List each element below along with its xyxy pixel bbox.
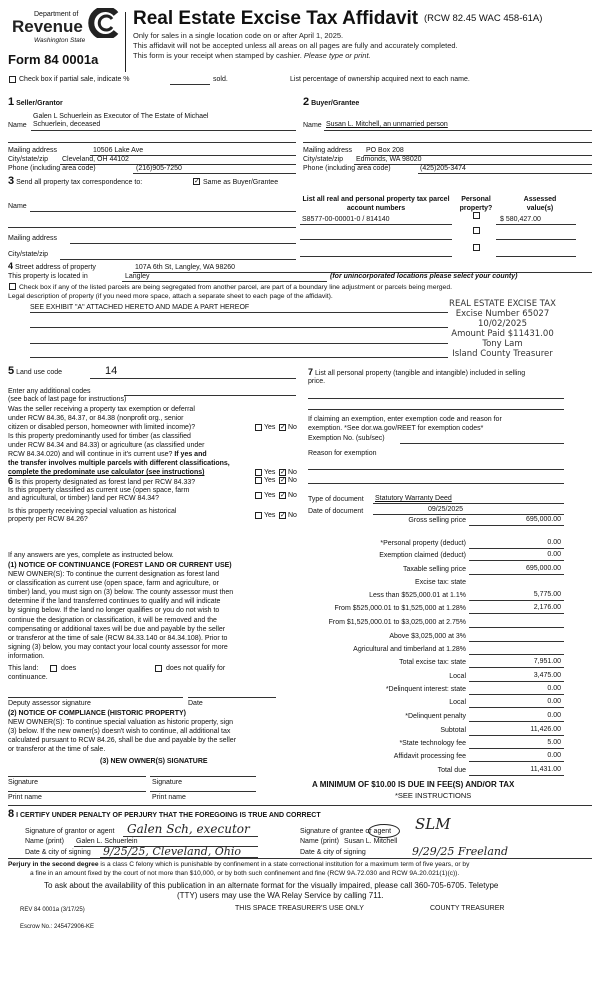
page-title: Real Estate Excise Tax Affidavit — [133, 8, 419, 29]
yes-label: Yes — [264, 469, 276, 476]
this-land-label: This land: — [8, 665, 39, 672]
tax-row-label: Taxable selling price — [402, 566, 466, 573]
reason-field-2[interactable] — [308, 483, 564, 484]
land-use-line — [90, 378, 296, 379]
tax-row-label: Local — [449, 699, 466, 706]
parcel-line — [300, 256, 452, 257]
section-number: 2 — [303, 96, 310, 108]
forest-question-text: Is this property designated as forest land per RCW 84.33? — [14, 479, 196, 486]
grantee-name-value[interactable]: Susan L. Mitchell — [344, 838, 398, 845]
notice-2-line: (3) below. If the new owner(s) doesn't wish to continue, all additional tax — [8, 728, 231, 736]
no-label: No — [288, 512, 297, 519]
revision-label: REV 84 0001a (3/17/25) — [20, 907, 85, 913]
tax-row-value[interactable]: 5,775.00 — [469, 591, 564, 601]
parcel-line — [300, 239, 452, 240]
no-label: No — [288, 424, 297, 431]
located-value[interactable]: Langley — [125, 273, 150, 280]
legal-line-1 — [30, 312, 448, 313]
tax-row-label: Subtotal — [440, 727, 466, 734]
tax-row-value[interactable]: 2,176.00 — [469, 604, 564, 614]
notice-1-line: determine if the land transferred continues to qualify and will indicate — [8, 598, 221, 606]
tax-row-label: *Delinquent penalty — [405, 713, 466, 720]
notice-2-line: NEW OWNER(S): To continue special valuation as historic property, sign — [8, 719, 233, 726]
exemption-no-field[interactable] — [400, 443, 564, 444]
same-as-buyer-checkbox[interactable]: ✓ — [194, 178, 200, 185]
notice-1-line: or classification as current use (open space, farm and agriculture, or — [8, 580, 219, 588]
additional-codes-note: (see back of last page for instructions) — [8, 396, 127, 403]
tax-row-value[interactable] — [469, 632, 564, 642]
buyer-phone-line — [418, 173, 592, 174]
see-instructions-note: *SEE INSTRUCTIONS — [395, 791, 472, 800]
seller-heading — [8, 98, 63, 108]
doc-date-value[interactable]: 09/25/2025 — [428, 506, 464, 513]
timber-bold-3: complete the predominate use calculator (see instructions) — [8, 469, 205, 476]
stamp-line: Excise Number 65027 — [455, 309, 550, 319]
answers-instruction: If any answers are yes, complete as instructed below. — [8, 552, 174, 559]
tax-row-label: Gross selling price — [408, 517, 466, 524]
header-divider — [125, 12, 126, 72]
seller-city-value[interactable]: Cleveland, OH 44102 — [62, 156, 129, 163]
current-use-q-2: and agricultural, or timber) land per RCW 84.34? — [8, 495, 159, 502]
buyer-name-line — [324, 130, 592, 131]
tax-row-value[interactable]: 0.00 — [469, 551, 564, 561]
does-qualify-checkbox[interactable] — [50, 665, 57, 672]
no-checkbox[interactable]: ✓ — [280, 492, 286, 499]
notice-2-line: calculated pursuant to RCW 84.26, shall be due and payable by the seller — [8, 737, 237, 745]
corr-mailing-field[interactable] — [70, 243, 296, 244]
logo-state: Washington State — [34, 37, 86, 44]
reason-field-1[interactable] — [308, 469, 564, 470]
grantee-name-label: Name (print) — [300, 838, 339, 845]
personal-property-checkbox[interactable] — [473, 227, 480, 234]
doc-type-value[interactable]: Statutory Warranty Deed — [375, 495, 452, 502]
legal-line-3 — [30, 343, 448, 344]
correspondence-heading — [8, 177, 142, 187]
historic-q-1: Is this property receiving special valuation as historical — [8, 508, 177, 515]
tax-row-value[interactable]: 3,475.00 — [469, 672, 564, 682]
seller-name-value[interactable]: Schuerlein, deceased — [33, 121, 101, 128]
street-value[interactable]: 107A 6th St, Langley, WA 98260 — [135, 264, 236, 271]
section-number: 1 — [8, 96, 15, 108]
assessed-line — [496, 239, 576, 240]
no-checkbox[interactable]: ✓ — [280, 469, 286, 476]
personal-property-field-1[interactable] — [308, 398, 564, 399]
seller-name-line-2 — [8, 142, 296, 143]
tax-row-value[interactable] — [469, 618, 564, 628]
exemption-no-label: Exemption No. (sub/sec) — [308, 435, 385, 442]
exemption-question-1: Was the seller receiving a property tax exemption or deferral — [8, 406, 195, 413]
land-use-code[interactable]: 14 — [105, 365, 118, 377]
street-label — [8, 262, 96, 272]
tax-row-label: *State technology fee — [399, 740, 466, 747]
personal-property-label-2: price. — [308, 378, 326, 385]
personal-property-field-2[interactable] — [308, 409, 564, 410]
wa-swoosh-icon — [86, 8, 120, 38]
seller-name-line1: Galen L Schuerlein as Executor of The Estate of Michael — [33, 113, 209, 120]
notice-2-title: (2) NOTICE OF COMPLIANCE (HISTORIC PROPERTY) — [8, 710, 186, 717]
tax-row-label: Total due — [437, 767, 466, 774]
section-divider — [8, 805, 592, 806]
owner-print-field-2[interactable] — [150, 791, 256, 792]
located-note: (for unincorporated locations please select your county) — [330, 273, 518, 280]
tax-row-value[interactable]: 0.00 — [469, 752, 564, 762]
partial-sale-label: Check box if partial sale, indicate % — [19, 76, 130, 83]
stamp-line: Amount Paid $11431.00 — [451, 329, 554, 339]
tax-row-value[interactable] — [469, 645, 564, 655]
tax-row-label: Agricultural and timberland at 1.28% — [353, 646, 466, 653]
signature-label-1: Signature — [8, 779, 38, 786]
yes-checkbox[interactable] — [255, 492, 262, 499]
does-label: does — [61, 665, 77, 672]
stamp-line: Island County Treasurer — [452, 349, 553, 359]
timber-question-1: Is this property predominantly used for timber (as classified — [8, 433, 191, 440]
owner-signature-field-2[interactable] — [150, 776, 256, 777]
dor-logo — [12, 8, 120, 48]
tax-row-label: Less than $525,000.01 at 1.1% — [369, 592, 466, 599]
accessibility-line-2: (TTY) users may use the WA Relay Service by calling 711. — [177, 891, 384, 900]
grantor-date-label: Date & city of signing — [25, 849, 91, 856]
same-as-buyer-label: Same as Buyer/Grantee — [203, 179, 279, 186]
signature-label-2: Signature — [152, 779, 182, 786]
legal-line-2 — [30, 327, 448, 328]
print-name-label-1: Print name — [8, 794, 42, 801]
tax-row-label: Above $3,025,000 at 3% — [389, 633, 466, 640]
does-not-qualify-checkbox[interactable] — [155, 665, 162, 672]
yes-label: Yes — [264, 424, 276, 431]
tax-row-label: From $525,000.01 to $1,525,000 at 1.28% — [334, 605, 466, 612]
tax-row-value[interactable]: 0.00 — [469, 685, 564, 695]
notice-1-line: by signing below. If the land no longer qualifies or you do not wish to — [8, 607, 220, 615]
doc-type-line — [373, 503, 564, 504]
no-label: No — [288, 492, 297, 499]
tax-row-value[interactable]: 7,951.00 — [469, 658, 564, 668]
tax-row-value[interactable]: 0.00 — [469, 712, 564, 722]
perjury-line-2: a fine in an amount fixed by the court of not more than $10,000, or by both such confinement and fine (RCW 9A.72.030 and RCW 9A.20.021(1)(c)). — [30, 870, 460, 877]
tax-row-value[interactable]: 5.00 — [469, 739, 564, 749]
exemption-question-2: under RCW 84.36, 84.37, or 84.38 (nonprofit org., senior — [8, 415, 184, 422]
buyer-city-label: City/state/zip — [303, 156, 344, 163]
tax-row-label: *Personal property (deduct) — [380, 540, 466, 547]
notice-1-line: continue the designation or classification, it will be removed and the — [8, 616, 217, 624]
yes-checkbox[interactable] — [255, 477, 262, 484]
corr-name-label: Name — [8, 203, 27, 210]
seller-city-label: City/state/zip — [8, 156, 49, 163]
corr-name-field[interactable] — [30, 211, 296, 212]
certify-title-text: I CERTIFY UNDER PENALTY OF PERJURY THAT THE FOREGOING IS TRUE AND CORRECT — [16, 812, 321, 819]
owner-signature-field-1[interactable] — [8, 776, 146, 777]
buyer-name-line-2 — [303, 142, 592, 143]
yes-checkbox[interactable] — [255, 512, 262, 519]
notice-1-line: NEW OWNER(S): To continue the current designation as forest land — [8, 571, 220, 578]
logo-dept: Department of — [34, 11, 79, 18]
seller-heading-text: Seller/Grantor — [16, 100, 63, 107]
doc-type-label: Type of document — [308, 496, 364, 503]
section-number: 6 — [8, 476, 14, 486]
seller-phone-line — [133, 173, 296, 174]
current-use-q-1: Is this property classified as current use (open space, farm — [8, 487, 190, 494]
notice-1-line: compensating or additional taxes will be due and payable by the seller — [8, 625, 226, 633]
parcel-line — [300, 224, 452, 225]
escrow-number: Escrow No.: 245472906-KE — [20, 924, 95, 930]
treasurer-use-label: THIS SPACE TREASURER'S USE ONLY — [235, 905, 364, 912]
notice-1-line: timber) land, you must sign on (3) below. The county assessor must then — [8, 589, 234, 597]
exempt-instruction-1: If claiming an exemption, enter exemption code and reason for — [308, 416, 502, 423]
does-not-qualify-label: does not qualify for — [166, 665, 226, 672]
historic-q-2: property per RCW 84.26? — [8, 516, 88, 523]
parcel-number[interactable]: S8577-00-00001-0 / 814140 — [302, 216, 390, 223]
assessed-line — [496, 256, 576, 257]
parcel-col-header: List all real and personal property tax parcel account numbers — [302, 196, 450, 212]
partial-sale-checkbox[interactable] — [9, 76, 16, 83]
tax-row-value[interactable]: 695,000.00 — [469, 516, 564, 526]
timber-question-3-text: RCW 84.34.020) and will continue in it's current use? — [8, 451, 173, 458]
tax-row-value[interactable]: 0.00 — [469, 698, 564, 708]
notice-1-title: (1) NOTICE OF CONTINUANCE (FOREST LAND OR CURRENT USE) — [8, 562, 232, 569]
section-number: 4 — [8, 261, 14, 271]
personal-property-label-text: List all personal property (tangible and intangible) included in selling — [314, 370, 526, 377]
accessibility-line-1: To ask about the availability of this publication in an alternate format for the visually impaired, please call 360-705-6705. Teletype — [44, 881, 499, 890]
personal-property-checkbox[interactable] — [473, 212, 480, 219]
tax-row-label: Exemption claimed (deduct) — [379, 552, 466, 559]
assessed-line — [496, 224, 576, 225]
correspondence-label: Send all property tax correspondence to: — [16, 179, 143, 186]
deputy-date-label: Date — [188, 700, 203, 707]
perjury-line-1 — [8, 861, 469, 869]
partial-percent-field[interactable] — [170, 84, 210, 85]
forest-question — [8, 477, 195, 487]
legal-description[interactable]: SEE EXHIBIT "A" ATTACHED HERETO AND MADE A PART HEREOF — [30, 304, 250, 311]
legal-line-4 — [30, 357, 448, 358]
exemption-question-3: citizen or disabled person, homeowner with limited income)? — [8, 424, 196, 431]
no-label: No — [288, 477, 297, 484]
tax-row-label: *Delinquent interest: state — [385, 686, 466, 693]
no-checkbox[interactable]: ✓ — [280, 512, 286, 519]
header-sub-1: Only for sales in a single location code on or after April 1, 2025. — [133, 31, 344, 40]
timber-bold-1: If yes and — [174, 451, 207, 458]
section-number: 3 — [8, 175, 15, 187]
grantor-sig-line — [123, 836, 258, 837]
grantor-date-city[interactable]: 9/25/25, Cleveland, Ohio — [103, 845, 242, 858]
seller-mailing-value[interactable]: 10506 Lake Ave — [93, 147, 144, 154]
section-number: 7 — [308, 367, 314, 377]
buyer-phone-value[interactable]: (425)205-3474 — [420, 165, 466, 172]
deputy-signature-label: Deputy assessor signature — [8, 700, 91, 707]
grantor-name-label: Name (print) — [25, 838, 64, 845]
corr-mailing-label: Mailing address — [8, 235, 58, 242]
reason-label: Reason for exemption — [308, 450, 377, 457]
title-reference: (RCW 82.45 WAC 458-61A) — [424, 13, 543, 24]
buyer-phone-label: Phone (including area code) — [303, 165, 391, 172]
tax-row-label: Excise tax: state — [415, 579, 466, 586]
stamp-line: Tony Lam — [482, 339, 523, 349]
header-sub-3 — [133, 52, 371, 60]
ownership-note: List percentage of ownership acquired next to each name. — [290, 76, 470, 83]
assessed-value[interactable]: $ 580,427.00 — [500, 216, 541, 223]
timber-question-3 — [8, 451, 207, 459]
section-number: 8 — [8, 808, 15, 820]
personal-property-label — [308, 368, 525, 378]
buyer-heading — [303, 98, 359, 108]
header-sub-3-text: This form is your receipt when stamped by cashier. — [133, 51, 302, 60]
buyer-heading-text: Buyer/Grantee — [311, 100, 360, 107]
print-name-label-2: Print name — [152, 794, 186, 801]
seller-name-line — [31, 130, 296, 131]
perjury-bold: Perjury in the second degree — [8, 861, 99, 868]
grantor-name-value[interactable]: Galen L. Schuerlein — [76, 838, 138, 845]
seller-phone-value[interactable]: (216)905-7250 — [136, 165, 182, 172]
yes-checkbox[interactable] — [255, 424, 262, 431]
stamp-line: REAL ESTATE EXCISE TAX — [449, 299, 556, 309]
buyer-city-value[interactable]: Edmonds, WA 98020 — [356, 156, 422, 163]
header-sub-3-italic: Please type or print. — [303, 51, 371, 60]
form-number: Form 84 0001a — [8, 52, 99, 67]
deputy-date-field[interactable] — [188, 697, 276, 698]
seller-mailing-label: Mailing address — [8, 147, 58, 154]
notice-2-line: or transferor at the time of sale. — [8, 746, 106, 754]
certify-title — [8, 808, 321, 822]
continuance-label: continuance. — [8, 674, 48, 681]
personal-col-header: Personal property? — [459, 196, 493, 212]
notice-1-line: information. — [8, 652, 45, 660]
corr-name-field-2[interactable] — [8, 227, 296, 228]
located-label: This property is located in — [8, 273, 88, 280]
county-treasurer-label: COUNTY TREASURER — [430, 905, 505, 912]
notice-1-line: signing (3) below, you may contact your local county assessor for more — [8, 643, 228, 651]
doc-date-line — [373, 514, 564, 515]
tax-row-label: From $1,525,000.01 to $3,025,000 at 2.75% — [328, 619, 466, 626]
located-line — [122, 281, 327, 282]
buyer-name-value[interactable]: Susan L. Mitchell, an unmarried person — [326, 121, 448, 128]
grantee-sig-label: Signature of grantee or agent — [300, 828, 392, 835]
partial-sold-label: sold. — [213, 76, 228, 83]
tax-row-value[interactable]: 11,426.00 — [469, 726, 564, 736]
personal-property-checkbox[interactable] — [473, 244, 480, 251]
notice-1-line: or transferor at the time of sale (RCW 84.33.140 or 84.34.108). Prior to — [8, 634, 228, 642]
yes-checkbox[interactable] — [255, 469, 262, 476]
buyer-name-label: Name — [303, 122, 322, 129]
corr-city-field[interactable] — [60, 259, 296, 260]
grantor-sig-label: Signature of grantor or agent — [25, 828, 115, 835]
logo-name: Revenue — [12, 17, 83, 36]
no-label: No — [288, 469, 297, 476]
segregated-checkbox[interactable] — [9, 283, 16, 290]
stamp-line: 10/02/2025 — [478, 319, 527, 329]
timber-question-2: under RCW 84.34 and 84.33) or agriculture (as classified under — [8, 442, 205, 449]
assessed-col-header: Assessed value(s) — [523, 196, 557, 212]
tax-row-label: Affidavit processing fee — [393, 753, 466, 760]
deputy-signature-field[interactable] — [8, 697, 183, 698]
legal-label: Legal description of property (if you need more space, attach a separate sheet to each page of the affidavit). — [8, 293, 333, 300]
minimum-due-note: A MINIMUM OF $10.00 IS DUE IN FEE(S) AND/OR TAX — [312, 780, 515, 789]
tax-row-label: Total excise tax: state — [399, 659, 466, 666]
buyer-mailing-label: Mailing address — [303, 147, 353, 154]
new-owner-signature-title: (3) NEW OWNER(S) SIGNATURE — [100, 758, 208, 765]
grantor-signature[interactable]: Galen Sch, executor — [127, 822, 250, 836]
timber-bold-2: the transfer involves multiple parcels with different classifications, — [8, 460, 230, 467]
yes-label: Yes — [264, 512, 276, 519]
header-sub-2: This affidavit will not be accepted unless all areas on all pages are fully and accurately completed. — [133, 41, 458, 50]
owner-print-field-1[interactable] — [8, 791, 146, 792]
grantee-date-city[interactable]: 9/29/25 Freeland — [412, 845, 509, 858]
street-label-text: Street address of property — [14, 264, 96, 271]
agent-circle — [368, 824, 400, 838]
buyer-mailing-value[interactable]: PO Box 208 — [366, 147, 404, 154]
no-checkbox[interactable]: ✓ — [280, 424, 286, 431]
doc-date-label: Date of document — [308, 508, 364, 515]
seller-phone-label: Phone (including area code) — [8, 165, 96, 172]
yes-label: Yes — [264, 492, 276, 499]
exempt-instruction-2: exemption. *See dor.wa.gov/REET for exemption codes* — [308, 425, 484, 432]
tax-row-value[interactable]: 0.00 — [469, 539, 564, 549]
land-use-label — [8, 367, 62, 377]
tax-row-label: Local — [449, 673, 466, 680]
segregated-label: Check box if any of the listed parcels are being segregated from another parcel, are part of a boundary line adjustment or parcels being merged. — [19, 284, 452, 291]
grantee-signature[interactable]: SLM — [415, 815, 451, 833]
yes-label: Yes — [264, 477, 276, 484]
no-checkbox[interactable]: ✓ — [280, 477, 286, 484]
perjury-text: is a class C felony which is punishable by confinement in a state correctional institution for a maximum term of five years, or by — [98, 861, 470, 868]
grantee-date-label: Date & city of signing — [300, 849, 366, 856]
section-number: 5 — [8, 365, 15, 377]
land-use-label-text: Land use code — [16, 369, 63, 376]
additional-codes-label: Enter any additional codes — [8, 388, 91, 395]
tax-row-value[interactable]: 11,431.00 — [469, 766, 564, 776]
certify-divider — [8, 858, 592, 859]
corr-city-label: City/state/zip — [8, 251, 49, 258]
additional-codes-field[interactable] — [124, 395, 296, 396]
seller-name-label: Name — [8, 122, 27, 129]
tax-row-value[interactable]: 695,000.00 — [469, 565, 564, 575]
